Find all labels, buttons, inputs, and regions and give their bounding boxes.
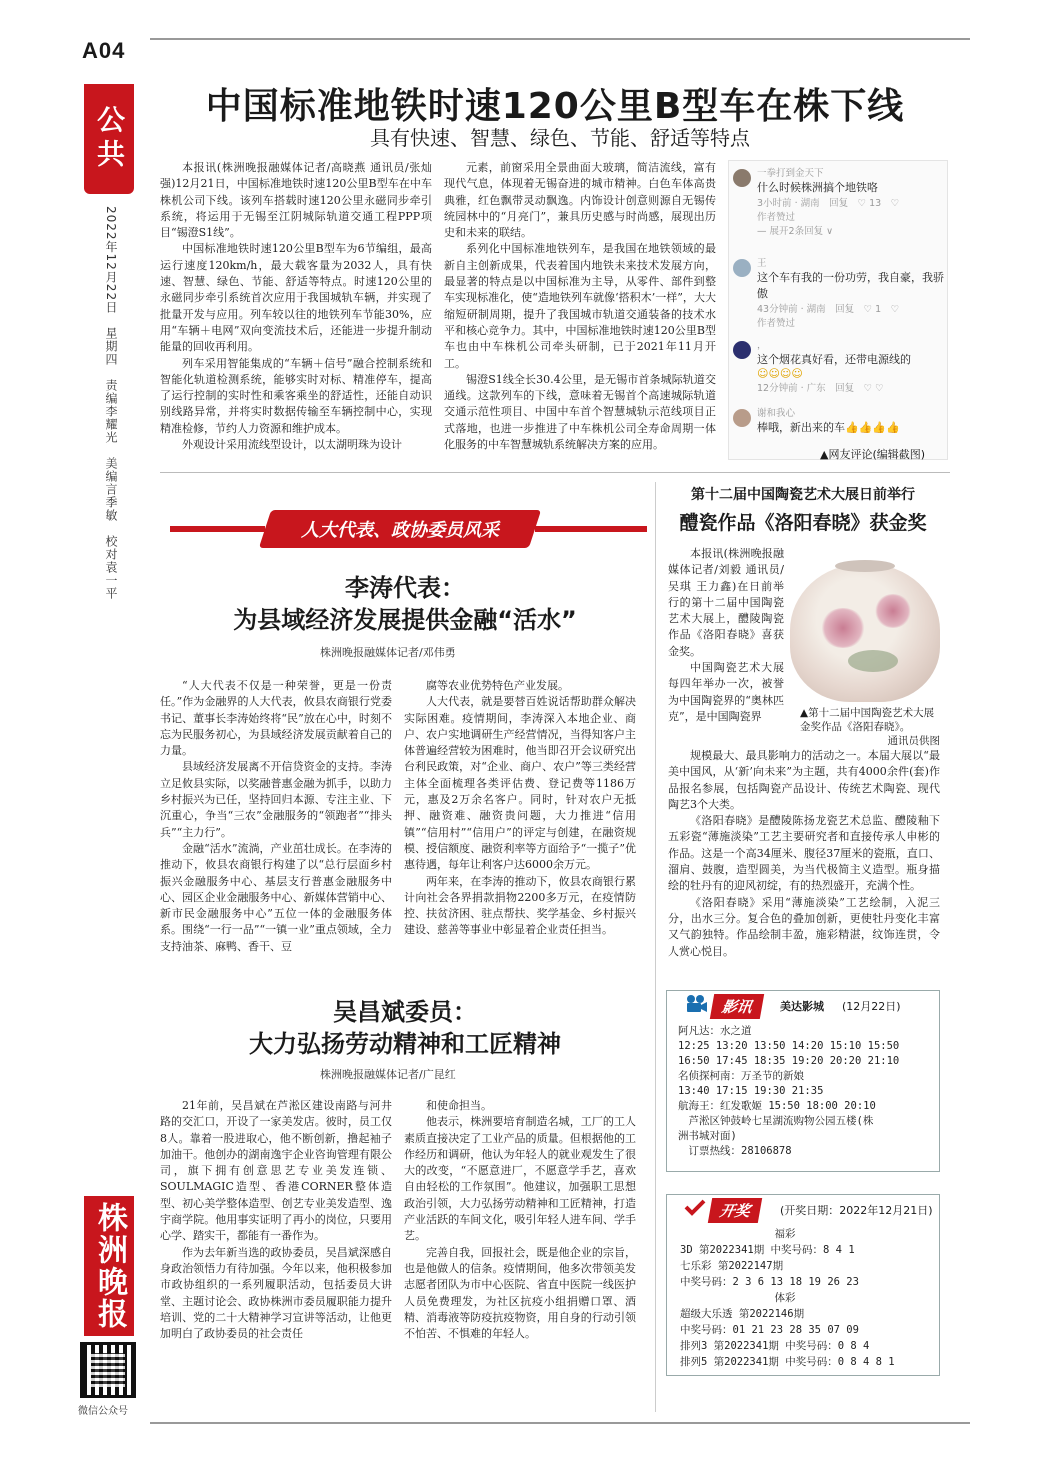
story2-title-line1: 李涛代表： — [345, 574, 465, 602]
paragraph: 本报讯(株洲晚报融媒体记者/刘毅 通讯员/吴琪 王力鑫)在日前举行的第十二届中国陶瓷艺术大展上，醴陵陶瓷作品《洛阳春晓》喜获金奖。 — [668, 547, 784, 658]
avatar — [733, 409, 751, 427]
paragraph: 《洛阳春晓》采用“薄施淡染”工艺绘制，入泥三分，出水三分。复合色的叠加创新，更使牡丹变化丰富又气韵独特。作品绘制丰盈，施彩精湛，纹饰连贯，令人赏心悦目。 — [668, 895, 940, 958]
paragraph: 腐等农业优势特色产业发展。 — [426, 679, 569, 692]
vase-photo — [790, 564, 940, 702]
story3-column-1 — [160, 1098, 392, 1342]
paragraph: 完善自我，回报社会，既是他企业的宗旨，也是他做人的信条。疫情期间，他多次带领美发志愿者团队为市中心医院、省直中医院一线医护人员免费理发，为社区抗疫小组捐赠口罩、酒精、消毒液等防疫抗疫物资，用自身的行动引领不怕苦、不惧难的年轻人。 — [404, 1245, 636, 1341]
paragraph: 人大代表，就是要替百姓说话帮助群众解决实际困难。疫情期间，李涛深入本地企业、商户、农户实地调研生产经营情况，当得知客户主体普遍经营较为困难时，他当即召开会议研究出台利民政策，对“企业、商户、农户”等三类经营主体全面梳理各类评估费、登记费等1186万元，惠及2万余名客户。同时，针对农户无抵押、融资难、融资贵问题，大力推进“信用镇”“信用村”“信用户”的评定与创建，在融资规模、授信额度、融资利率等方面给予“一揽子”优惠待遇，每年让利客户达6000余万元。 — [404, 695, 636, 872]
paragraph: 两年来，在李涛的推动下，攸县农商银行累计向社会各界捐款捐物2200多万元，在疫情防控、扶贫济困、驻点帮扶、奖学基金、乡村振兴建设、慈善等事业中彰显着企业责任担当。 — [404, 874, 636, 937]
story2-column-2 — [404, 678, 636, 939]
cinema-tag: 影讯 — [710, 994, 764, 1019]
paragraph: 中国陶瓷艺术大展每四年举办一次，被誉为中国陶瓷界的“奥林匹克”，是中国陶瓷界 — [668, 661, 784, 723]
cinema-listing: 阿凡达：水之道 12:25 13:20 13:50 14:20 15:10 15:50 16:50 17:45 18:35 19:20 20:20 21:10 名侦探柯南：万圣节的新娘 13:40 17:15 19:30 21:35 航海王：红发歌姬 15:50 18:00 20:10 芦淞区钟鼓岭七星湖流购物公园五楼(株 洲书城对面) 订票热线：28106878 — [678, 1025, 900, 1157]
comment: 王 这个车有我的一份功劳，我自豪，我骄傲 43分钟前 · 湖南 回复 ♡ 1 ♡ 作者赞过 — [757, 258, 944, 329]
story2-title-line2: 为县域经济发展提供金融“活水” — [233, 606, 577, 634]
lottery-tag: 开奖 — [708, 1198, 762, 1223]
section-tab: 公共 — [84, 84, 134, 194]
lottery-listing: 福彩 3D 第2022341期 中奖号码：8 4 1 七乐彩 第2022147期 中奖号码：2 3 6 13 18 19 26 23 体彩 超级大乐透 第2022146期 中奖号码：01 21 23 28 35 07 09 排列3 第2022341期 中奖号码：0 8 4 排列5 第2022341期 中奖号码：0 8 4 8 1 — [680, 1228, 895, 1368]
lottery-date: (开奖日期：2022年12月21日) — [780, 1204, 933, 1217]
paragraph: 外观设计采用流线型设计，以太湖明珠为设计 — [182, 438, 402, 452]
paragraph: 列车采用智能集成的“车辆＋信号”融合控制系统和智能化轨道检测系统，能够实时对标、精准停车，提高了运行控制的实时性和乘客乘坐的舒适性，还能自动识别线路异常，并将实时数据传输至车辆控制中心，实现精准检修，节约人力资源和维护成本。 — [160, 356, 432, 435]
paragraph: 和使命担当。 — [426, 1099, 492, 1112]
lead-column-2 — [444, 160, 716, 453]
photo-caption: ▲第十二届中国陶瓷艺术大展金奖作品《洛阳春晓》。 通讯员供图 — [800, 707, 940, 747]
page-number: A04 — [82, 38, 126, 63]
comment: 一拳打到金天下 什么时候株洲搞个地铁咯 3小时前 · 湖南 回复 ♡ 13 ♡ 作者赞过 — 展开2条回复 ∨ — [757, 168, 900, 237]
avatar — [733, 341, 751, 359]
lead-column-1 — [160, 160, 432, 453]
paragraph: 锡澄S1线全长30.4公里，是无锡市首条城际轨道交通线。这款列车的下线，意味着无锡首个高速城际轨道交通示范性项目、中国中车首个智慧城轨示范线项目正式落地，也进一步推进了中车株机公司全寿命周期一体化服务的中车智慧城轨系统解决方案的应用。 — [444, 372, 716, 452]
paragraph: 他表示，株洲要培育制造名城，工厂的工人素质直接决定了工业产品的质量。但根据他的工作经历和调研，他认为年轻人的就业观发生了很大的改变，“不愿意进厂，不愿意学手艺，喜欢自由轻松的工作氛围”。他建议，加强职工思想政治引领，大力弘扬劳动精神和工匠精神，打造产业活跃的车间文化，吸引年轻人进车间、学手艺。 — [404, 1115, 636, 1243]
story3-byline: 株洲晚报融媒体记者/广昆红 — [320, 1068, 456, 1081]
comment: ， 这个烟花真好看，还带电源线的 ☺☺☺☺ 12分钟前 · 广东 回复 ♡ ♡ — [757, 340, 911, 394]
qr-code-icon — [80, 1342, 136, 1398]
paragraph: 系列化中国标准地铁列车，是我国在地铁领域的最新自主创新成果，代表着国内地铁未来技术发展方向，最显著的特点是以中国标准为主导，从零件、部件到整车实现标准化，使“造地铁列车就像‘搭积木’一样”，大大缩短研制周期，提升了我国城市轨道交通装备的技术水平和核心竞争力。其中，中国标准地铁时速120公里B型车也由中车株机公司牵头研制，已于2021年11月开工。 — [444, 242, 716, 370]
paragraph: 县域经济发展离不开信贷资金的支持。李涛立足攸县实际，以奖融普惠金融为抓手，以助力乡村振兴为已任，坚持回归本源、专注主业、下沉重心，争当“三农”金融服务的“领跑者”“排头兵”“主力行”。 — [160, 760, 392, 839]
comment-caption: ▲网友评论(编辑截图) — [820, 448, 926, 461]
checkmark-icon — [684, 1198, 706, 1216]
paragraph: 规模最大、最具影响力的活动之一。本届大展以“最美中国风，从‘新’向未来”为主题，共有4000余件(套)作品报名参展，包括陶瓷产品设计、传统艺术陶瓷、现代陶艺3个大类。 — [668, 749, 940, 811]
story3-title-line2: 大力弘扬劳动精神和工匠精神 — [249, 1030, 561, 1058]
masthead-logo: 株洲晚报 — [84, 1196, 134, 1336]
paragraph: 中国标准地铁时速120公里B型车为6节编组，最高运行速度120km/h，最大载客量为2032人，具有快速、智慧、绿色、节能、舒适等特点。时速120公里的永磁同步牵引系统首次应用于我国城轨车辆，并实现了批量开发与应用。列车较以往的地铁列车节能30%，应用“车辆＋电网”双向变流技术后，还能进一步提升制动能量的回收再利用。 — [160, 242, 432, 354]
story2-byline: 株洲晚报融媒体记者/邓伟勇 — [320, 646, 456, 659]
film-camera-icon — [684, 994, 708, 1014]
paragraph: 金融“活水”流淌，产业茁壮成长。在李涛的推动下，攸县农商银行构建了以“总行层面乡村振兴金融服务中心、基层支行普惠金融服务中心、园区企业金融服务中心、新媒体营销中心、新市民金融服务中心”五位一体的金融服务体系。围绕“一行一品”“一镇一业”重点领域，全力支持油茶、麻鸭、香干、豆 — [160, 841, 392, 953]
avatar — [733, 259, 751, 277]
lead-subhead: 具有快速、智慧、绿色、节能、舒适等特点 — [370, 126, 750, 150]
paragraph: 元素，前窗采用全景曲面大玻璃，简洁流线，富有现代气息，体现着无锡奋进的城市精神。白色车体高贵典雅，红色飘带灵动飘逸。内饰设计创意则源自无锡传统园林中的“月亮门”，兼具历史感与时尚感，展现出历史和未来的联结。 — [444, 161, 716, 240]
story3-title-line1: 吴昌斌委员： — [333, 998, 477, 1026]
avatar — [733, 169, 751, 187]
qr-caption: 微信公众号 — [78, 1406, 128, 1417]
paragraph: 21年前，吴昌斌在芦淞区建设南路与河井路的交汇口，开设了一家美发店。彼时，员工仅8人。靠着一股进取心，他不断创新，撸起袖子加油干。他创办的湖南逸宇企业咨询管理有限公司，旗下拥有创意思艺专业美发连锁、SOULMAGIC造型、香港CORNER整体造型、初心美学整体造型、创艺专业美发造型、逸宇商学院。他用事实证明了再小的岗位，只要用心学、踏实干，都能有一番作为。 — [160, 1099, 392, 1243]
cinema-date: (12月22日) — [842, 1000, 901, 1013]
section-banner — [265, 510, 535, 548]
paragraph: 作为去年新当选的政协委员，吴昌斌深感自身政治领悟力有待加强。今年以来，他积极参加市政协组织的一系列履职活动，包括委员大讲堂、主题讨论会、政协株洲市委员履职能力提升培训、党的二十大精神学习宣讲等活动，让他更加明白了政协委员的社会责任 — [160, 1245, 392, 1341]
story4-title: 醴瓷作品《洛阳春晓》获金奖 — [679, 512, 927, 534]
comment: 谢和我心 棒哦，新出来的车👍👍👍👍 — [757, 408, 900, 434]
paragraph: 《洛阳春晓》是醴陵陈扬龙瓷艺术总监、醴陵釉下五彩瓷“薄施淡染”工艺主要研究者和直接传承人申彬的作品。这是一个高34厘米、腹径37厘米的瓷瓶，直口、溜肩、鼓腹，造型圆美，为当代极简主义造型。瓶身描绘的牡丹有的迎风初绽，有的热烈盛开，充满个性。 — [668, 814, 940, 893]
story4-wide-column — [668, 748, 940, 960]
story4-narrow-column — [668, 546, 784, 725]
banner-label: 人大代表、政协委员风采 — [301, 520, 499, 541]
story2-column-1 — [160, 678, 392, 955]
dateline: 2022年12月22日 星期四 责编李耀光 美编言季敏 校对袁一平 — [104, 206, 118, 601]
comments-screenshot — [728, 160, 948, 460]
cinema-name: 美达影城 — [780, 1000, 824, 1013]
paragraph: “人大代表不仅是一种荣誉，更是一份责任。”作为金融界的人大代表，攸县农商银行党委书记、董事长李涛始终将“民”放在心中，时刻不忘为民服务初心，为县域经济发展贡献着自己的力量。 — [160, 679, 392, 758]
story4-kicker: 第十二届中国陶瓷艺术大展日前举行 — [691, 487, 915, 503]
story3-column-2 — [404, 1098, 636, 1342]
lead-headline: 中国标准地铁时速120公里B型车在株下线 — [205, 86, 905, 127]
paragraph: 本报讯(株洲晚报融媒体记者/高晓燕 通讯员/张灿强)12月21日，中国标准地铁时速120公里B型车在中车株机公司下线。该列车搭载时速120公里永磁同步牵引系统，将运用于无锡至江阴城际轨道交通工程PPP项目“锡澄S1线”。 — [160, 161, 432, 240]
